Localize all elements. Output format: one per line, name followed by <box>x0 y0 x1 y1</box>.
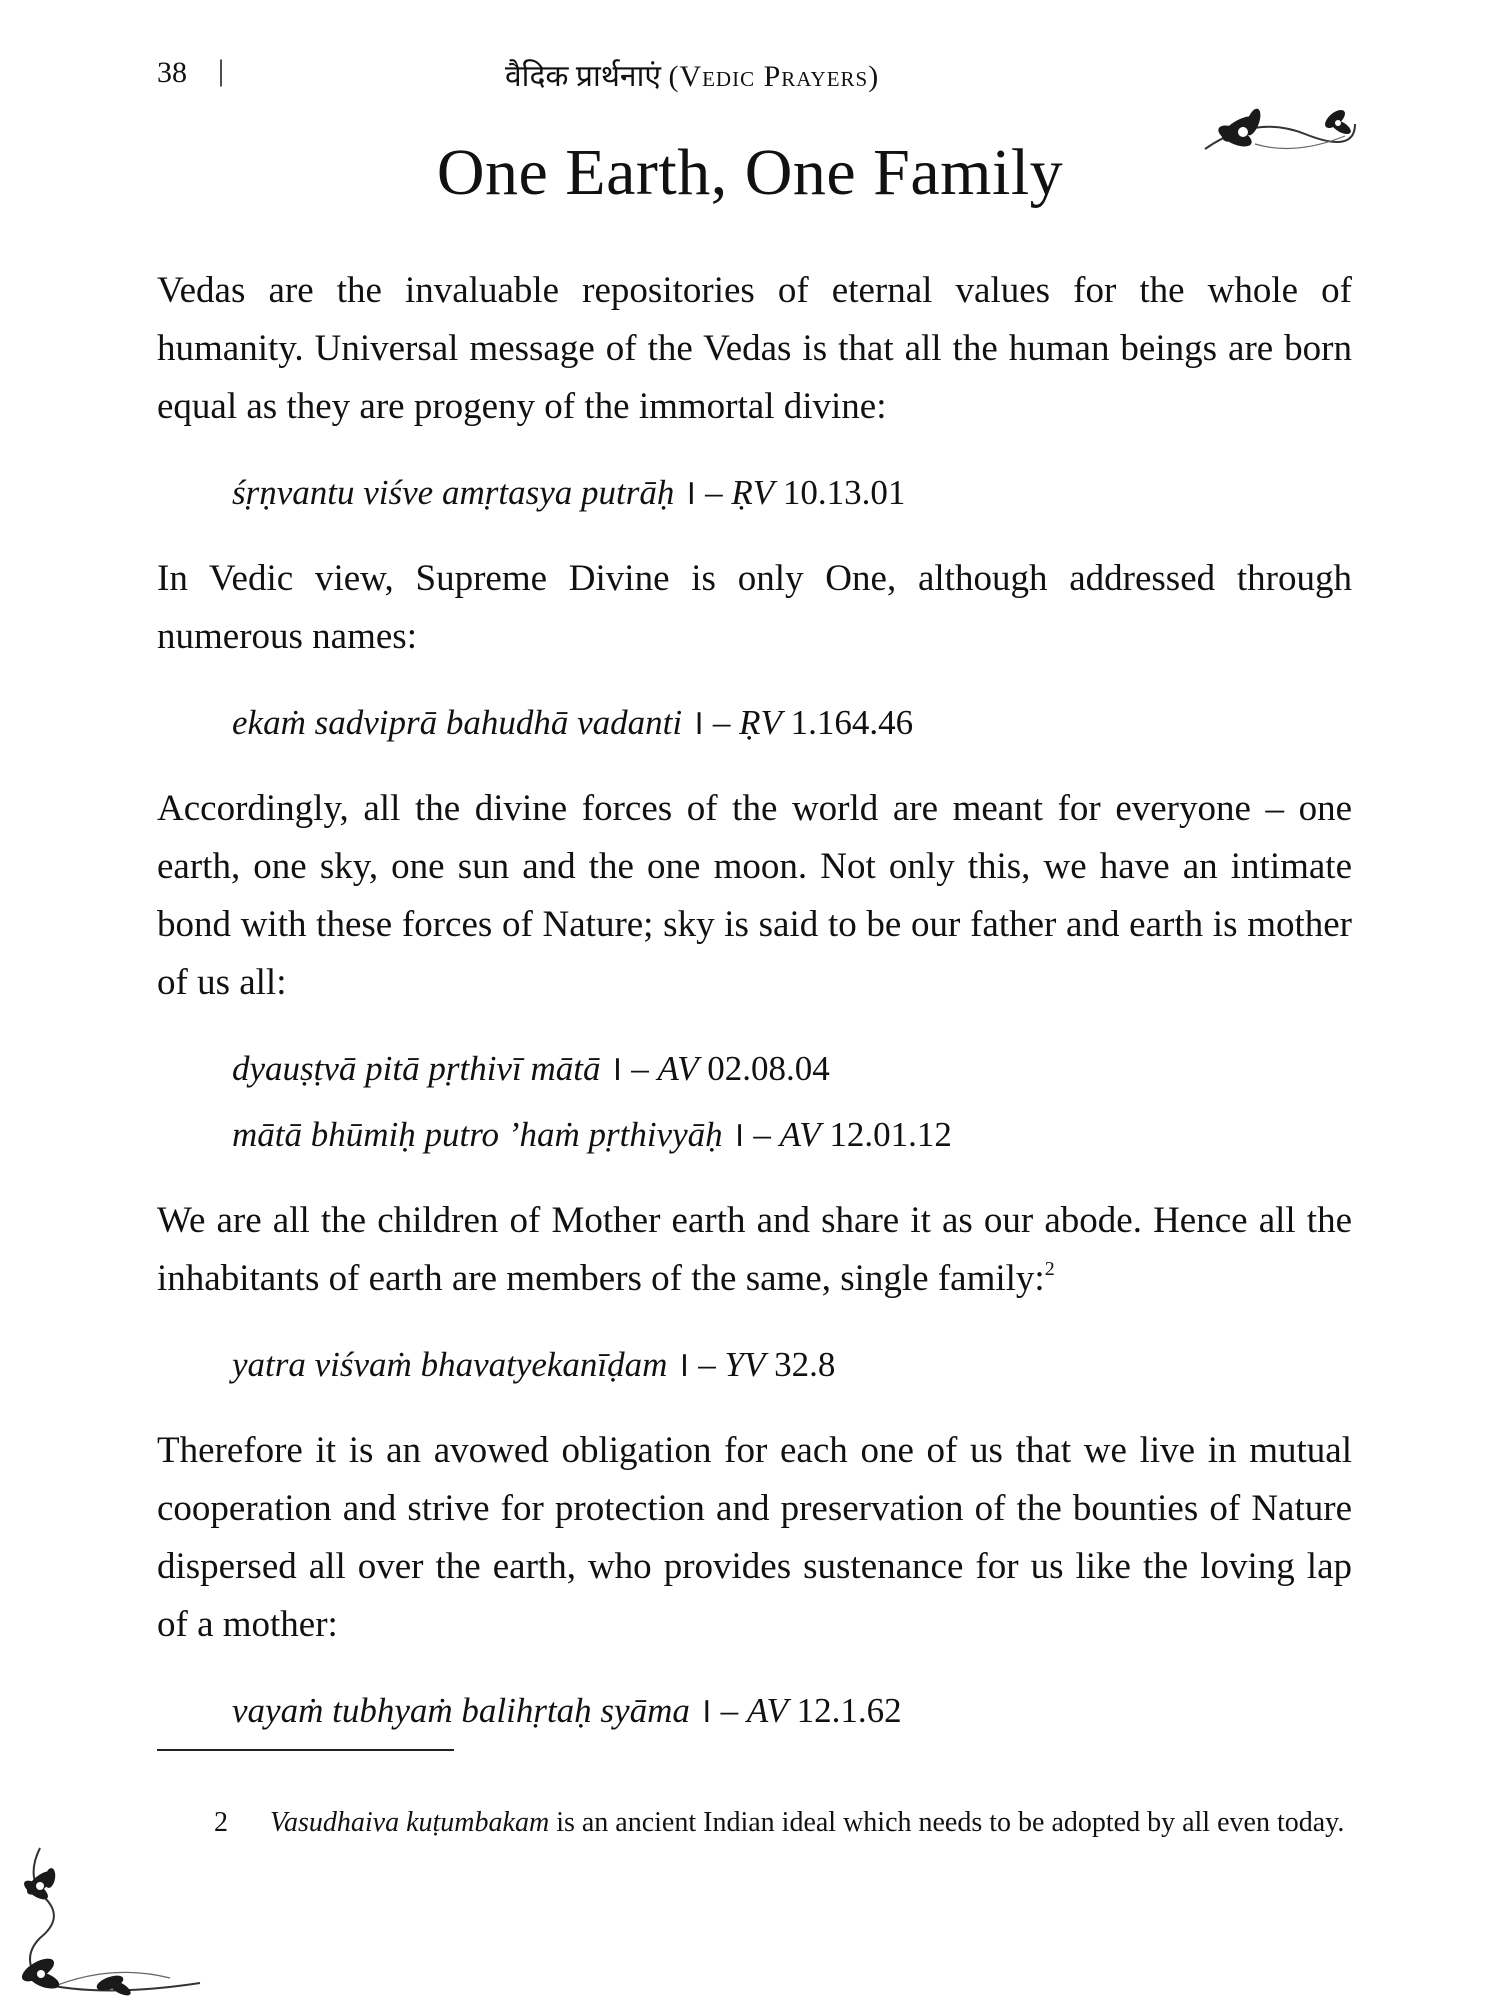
running-head-hindi: वैदिक प्रार्थनाएं <box>505 60 661 93</box>
footnote-text: is an ancient Indian ideal which needs to be adopted by all even today. <box>549 1807 1345 1838</box>
verse-dash: – <box>622 1049 658 1088</box>
paragraph: Vedas are the invaluable repositories of eternal values for the whole of humanity. Universal message of the Vedas is that all the human beings are born equal as they are progeny of the immortal divine: <box>157 270 1352 427</box>
verse-group <box>157 1042 1352 1162</box>
verse-source: YV <box>724 1345 766 1384</box>
paragraph <box>157 1192 1352 1308</box>
verse-text: vayaṁ tubhyaṁ balihṛtaḥ syāma <box>232 1691 690 1730</box>
verse-reference <box>745 1115 952 1154</box>
verse-source: AV <box>746 1691 788 1730</box>
footnote <box>214 1798 1350 1847</box>
verse-reference <box>712 1691 902 1730</box>
footnote-number: 2 <box>214 1807 228 1838</box>
verse-number: 32.8 <box>765 1345 836 1384</box>
verse-reference <box>704 703 913 742</box>
page-number: 38 <box>157 56 187 89</box>
page-title: One Earth, One Family <box>436 136 1064 209</box>
verse-danda: । <box>683 473 697 512</box>
verse-dash: – <box>696 473 732 512</box>
verse-quote <box>232 466 1352 520</box>
verse-number: 10.13.01 <box>774 473 906 512</box>
verse-text: yatra viśvaṁ bhavatyekanīḍam <box>232 1345 668 1384</box>
verse-text: ekaṁ sadviprā bahudhā vadanti <box>232 703 683 742</box>
body-text <box>157 262 1352 1768</box>
verse-quote <box>232 1684 1352 1738</box>
floral-vine-corner-icon <box>10 1838 210 1998</box>
verse-dash: – <box>704 703 740 742</box>
verse-quote <box>232 696 1352 750</box>
footnote-divider <box>157 1749 454 1751</box>
verse-reference <box>622 1049 829 1088</box>
footnote-reference[interactable]: 2 <box>1044 1257 1055 1280</box>
page-header <box>0 50 1500 110</box>
verse-danda: । <box>698 1691 712 1730</box>
verse-danda: । <box>609 1049 623 1088</box>
verse-reference <box>696 473 905 512</box>
verse-number: 12.1.62 <box>787 1691 902 1730</box>
paragraph: Accordingly, all the divine forces of the world are meant for everyone – one earth, one sky, one sun and the one moon. Not only this, we have an intimate bond with these forces of Nature; sky is said to be our father and earth is mother of us all: <box>157 788 1352 1003</box>
verse-quote <box>232 1042 1352 1096</box>
verse-number: 12.01.12 <box>820 1115 952 1154</box>
verse-danda: । <box>731 1115 745 1154</box>
verse-source: ṚV <box>731 473 775 512</box>
verse-source: AV <box>657 1049 699 1088</box>
footnote-term: Vasudhaiva kuṭumbakam <box>270 1807 550 1838</box>
verse-quote <box>232 1338 1352 1392</box>
verse-text: dyauṣṭvā pitā pṛthivī mātā <box>232 1049 601 1088</box>
paragraph-text: We are all the children of Mother earth and share it as our abode. Hence all the inhabitants of earth are members of the same, single family: <box>157 1200 1352 1299</box>
verse-text: śṛṇvantu viśve amṛtasya putrāḥ <box>232 473 675 512</box>
verse-dash: – <box>711 1691 747 1730</box>
verse-quote <box>232 1108 1352 1162</box>
verse-danda: । <box>690 703 705 742</box>
page-number-separator: | <box>218 54 225 87</box>
verse-dash: – <box>689 1345 725 1384</box>
running-head <box>505 54 879 95</box>
verse-source: AV <box>779 1115 821 1154</box>
verse-text: mātā bhūmiḥ putro ’haṁ pṛthivyāḥ <box>232 1115 723 1154</box>
verse-reference <box>689 1345 835 1384</box>
running-head-english: (Vedic Prayers) <box>668 60 880 93</box>
verse-dash: – <box>744 1115 780 1154</box>
verse-number: 1.164.46 <box>781 703 914 742</box>
verse-danda: । <box>676 1345 690 1384</box>
paragraph: In Vedic view, Supreme Divine is only One, although addressed through numerous names: <box>157 558 1352 657</box>
verse-source: ṚV <box>739 703 782 742</box>
verse-number: 02.08.04 <box>698 1049 830 1088</box>
paragraph: Therefore it is an avowed obligation for each one of us that we live in mutual cooperation and strive for protection and preservation of the bounties of Nature dispersed all over the earth, who provides sustenance for us like the loving lap of a mother: <box>157 1430 1352 1645</box>
